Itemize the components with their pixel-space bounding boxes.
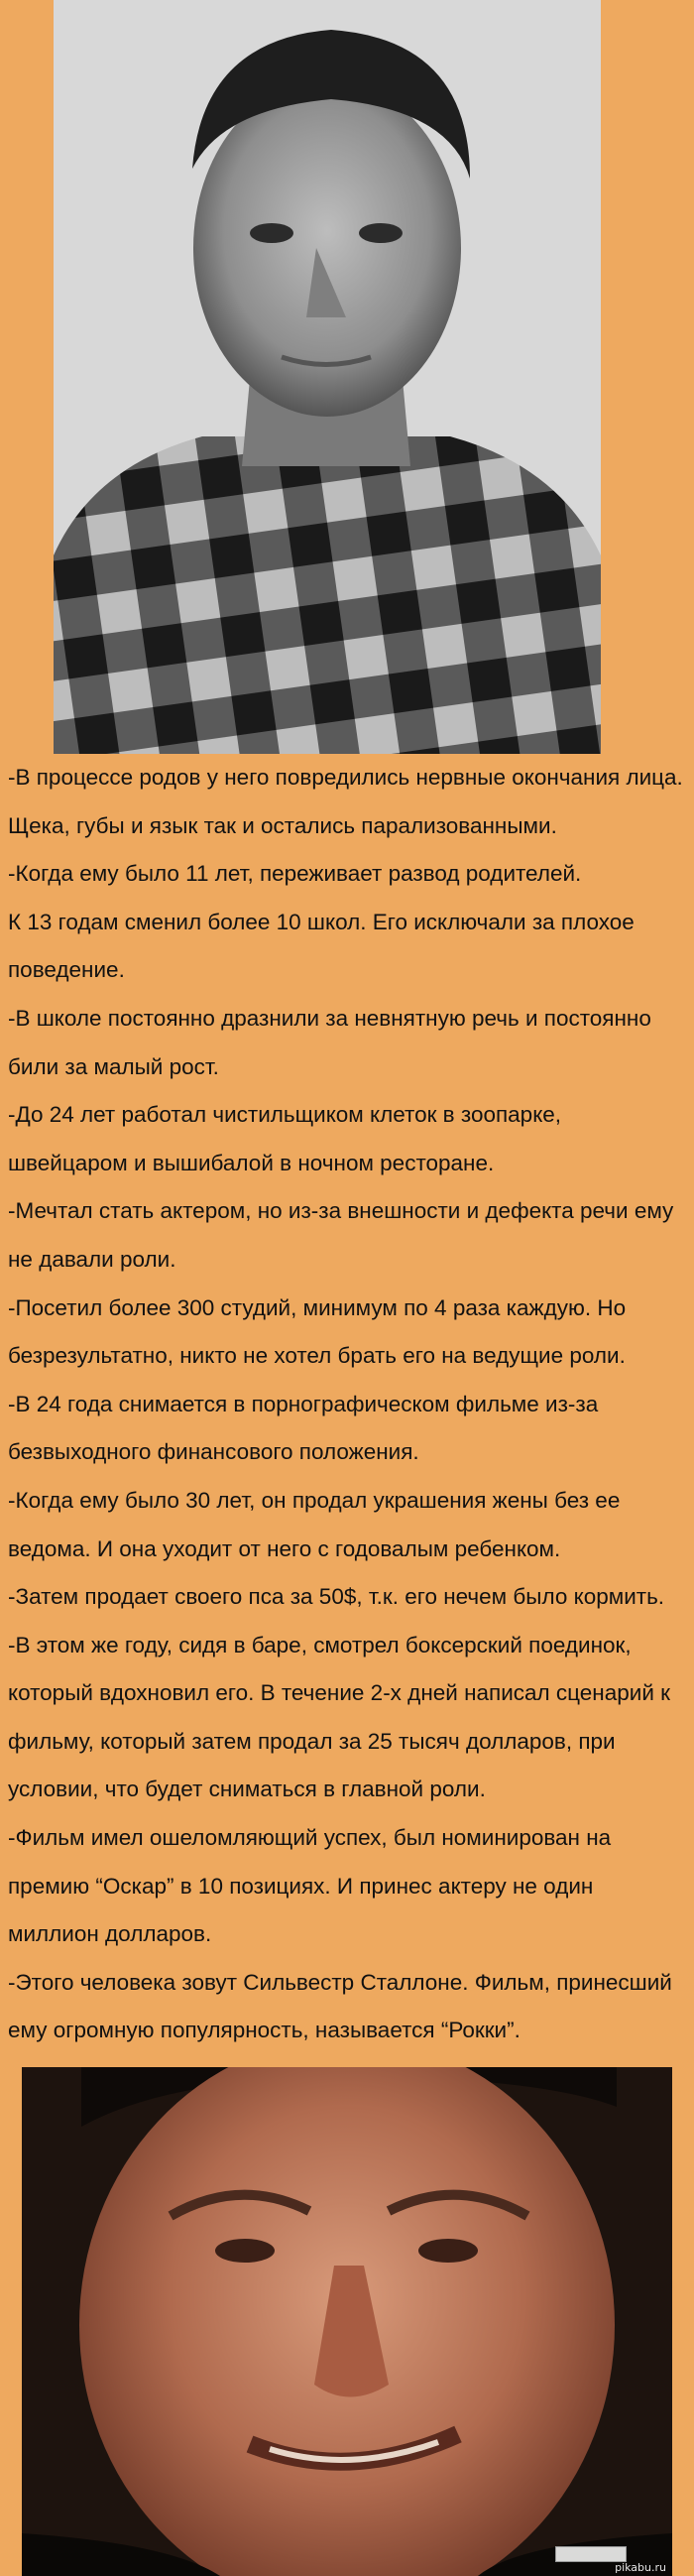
childhood-photo [54,0,601,754]
paragraph: -В школе постоянно дразнили за невнятную речь и постоянно били за малый рост. [8,1005,651,1079]
paragraph: -В этом же году, сидя в баре, смотрел боксерский поединок, который вдохновил его. В течение 2-х дней написал сценарий к фильму, который затем продал за 25 тысяч долларов, при условии, что будет сниматься в главной роли. [8,1632,670,1802]
paragraph: -Фильм имел ошеломляющий успех, был номинирован на премию “Оскар” в 10 позициях. И принес актеру не один миллион долларов. [8,1825,612,1947]
paragraph: -В процессе родов у него повредились нервные окончания лица. Щека, губы и язык так и остались парализованными. [8,765,683,838]
paragraph: -До 24 лет работал чистильщиком клеток в зоопарке, швейцаром и вышибалой в ночном ресторане. [8,1102,562,1175]
paragraph: -Посетил более 300 студий, минимум по 4 раза каждую. Но безрезультатно, никто не хотел брать его на ведущие роли. [8,1294,627,1369]
paragraph: -В 24 года снимается в порнографическом фильме из-за безвыходного финансового положения. [8,1391,599,1465]
adult-portrait-photo [22,2067,672,2576]
paragraph: -Когда ему было 11 лет, переживает развод родителей. [8,861,582,887]
paragraph: -Этого человека зовут Сильвестр Сталлоне. Фильм, принесший ему огромную популярность, называется “Рокки”. [8,1969,672,2043]
paragraph: -Затем продает своего пса за 50$, т.к. его нечем было кормить. [8,1584,665,1610]
watermark-stamp [555,2546,627,2562]
biography-text [8,754,686,2055]
paragraph: К 13 годам сменил более 10 школ. Его исключали за плохое поведение. [8,909,635,983]
watermark-text: pikabu.ru [615,2561,666,2574]
paragraph: -Мечтал стать актером, но из-за внешности и дефекта речи ему не давали роли. [8,1198,674,1272]
paragraph: -Когда ему было 30 лет, он продал украшения жены без ее ведома. И она уходит от него с годовалым ребенком. [8,1487,621,1561]
